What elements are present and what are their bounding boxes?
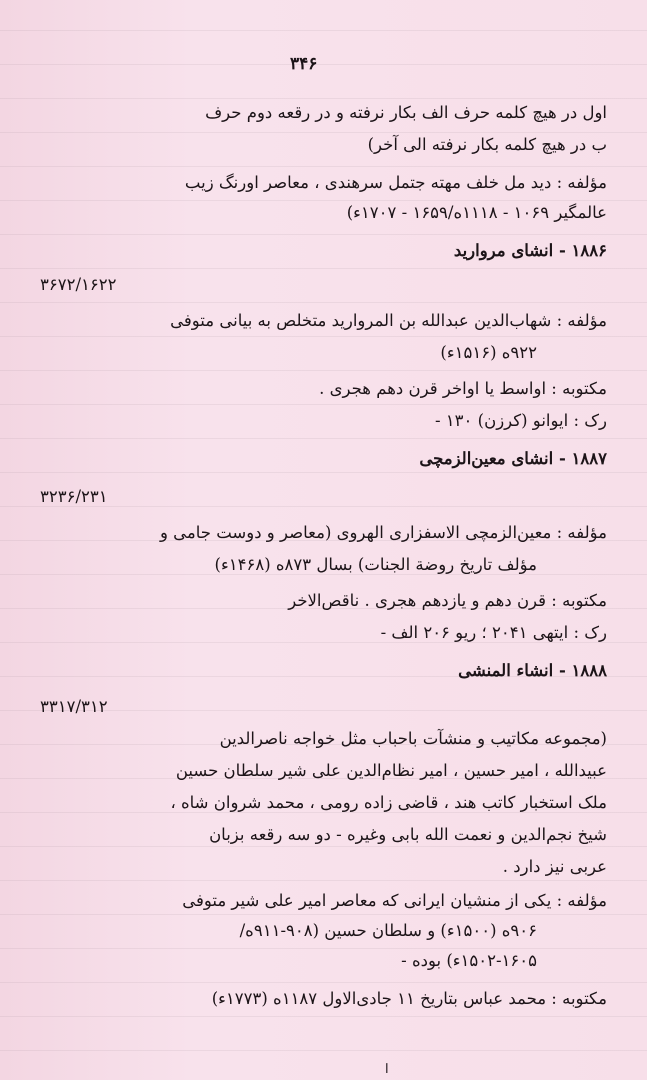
- reference-line: رک : ایوانو (کرزن) ۱۳۰ -: [434, 411, 607, 430]
- description-line: عبیدالله ، امیر حسین ، امیر نظام‌الدین علی شیر سلطان حسین: [175, 761, 607, 780]
- author-dates-line: مؤلف تاریخ روضة الجنات) بسال ۸۷۳ه (۱۴۶۸ء): [214, 555, 537, 574]
- catalog-number-1888: ۳۳۱۷/۳۱۲: [40, 697, 108, 716]
- page-number: ۳۴۶: [290, 54, 318, 74]
- copied-line: مکتوبه : اواسط یا اواخر قرن دهم هجری .: [319, 379, 607, 398]
- footer-mark: ا: [385, 1062, 389, 1077]
- entry-heading-1888: ۱۸۸۸ - انشاء المنشی: [458, 661, 607, 680]
- entry-heading-1886: ۱۸۸۶ - انشای مروارید: [453, 241, 607, 260]
- description-line: عربی نیز دارد .: [502, 857, 607, 876]
- author-dates-line: ۱۵۰۲-۱۶۰۵ء) بوده -: [401, 951, 537, 970]
- catalog-number-1887: ۳۲۳۶/۲۳۱: [40, 487, 108, 506]
- entry-heading-1887: ۱۸۸۷ - انشای معین‌الزمچی: [419, 449, 607, 468]
- author-dates-line: ۹۲۲ه (۱۵۱۶ء): [440, 343, 537, 362]
- author-line: مؤلفه : یکی از منشیان ایرانی که معاصر امیر علی شیر متوفی: [182, 891, 607, 910]
- description-line: ملک استخبار کاتب هند ، قاضی زاده رومی ، محمد شروان شاه ،: [170, 793, 607, 812]
- author-line: مؤلفه : دید مل خلف مهته جتمل سرهندی ، معاصر اورنگ زیب: [184, 173, 607, 192]
- text-line-1: اول در هیچ کلمه حرف الف بکار نرفته و در رقعه دوم حرف: [205, 103, 607, 122]
- author-dates-line: ۹۰۶ه (۱۵۰۰ء) و سلطان حسین (۹۰۸-۹۱۱ه/: [239, 921, 537, 940]
- text-line-2: ب در هیچ کلمه بکار نرفته الی آخر): [367, 135, 607, 154]
- catalog-number-1886: ۳۶۷۲/۱۶۲۲: [40, 275, 117, 294]
- description-line: (مجموعه مکاتیب و منشآت باحباب مثل خواجه ناصرالدین: [219, 729, 607, 748]
- copied-line: مکتوبه : محمد عباس بتاریخ ۱۱ جادی‌الاول ۱۱۸۷ه (۱۷۷۳ء): [211, 989, 607, 1008]
- author-dates-line: عالمگیر ۱۰۶۹ - ۱۱۱۸ه/۱۶۵۹ - ۱۷۰۷ء): [346, 203, 607, 222]
- author-line: مؤلفه : معین‌الزمچی الاسفزاری الهروی (معاصر و دوست جامی و: [159, 523, 607, 542]
- description-line: شیخ نجم‌الدین و نعمت الله بابی وغیره - دو سه رقعه بزبان: [209, 825, 607, 844]
- reference-line: رک : ایتهی ۲۰۴۱ ؛ ریو ۲۰۶ الف -: [380, 623, 607, 642]
- copied-line: مکتوبه : قرن دهم و یازدهم هجری . ناقص‌الاخر: [288, 591, 607, 610]
- author-line: مؤلفه : شهاب‌الدین عبدالله بن المروارید متخلص به بیانی متوفی: [170, 311, 607, 330]
